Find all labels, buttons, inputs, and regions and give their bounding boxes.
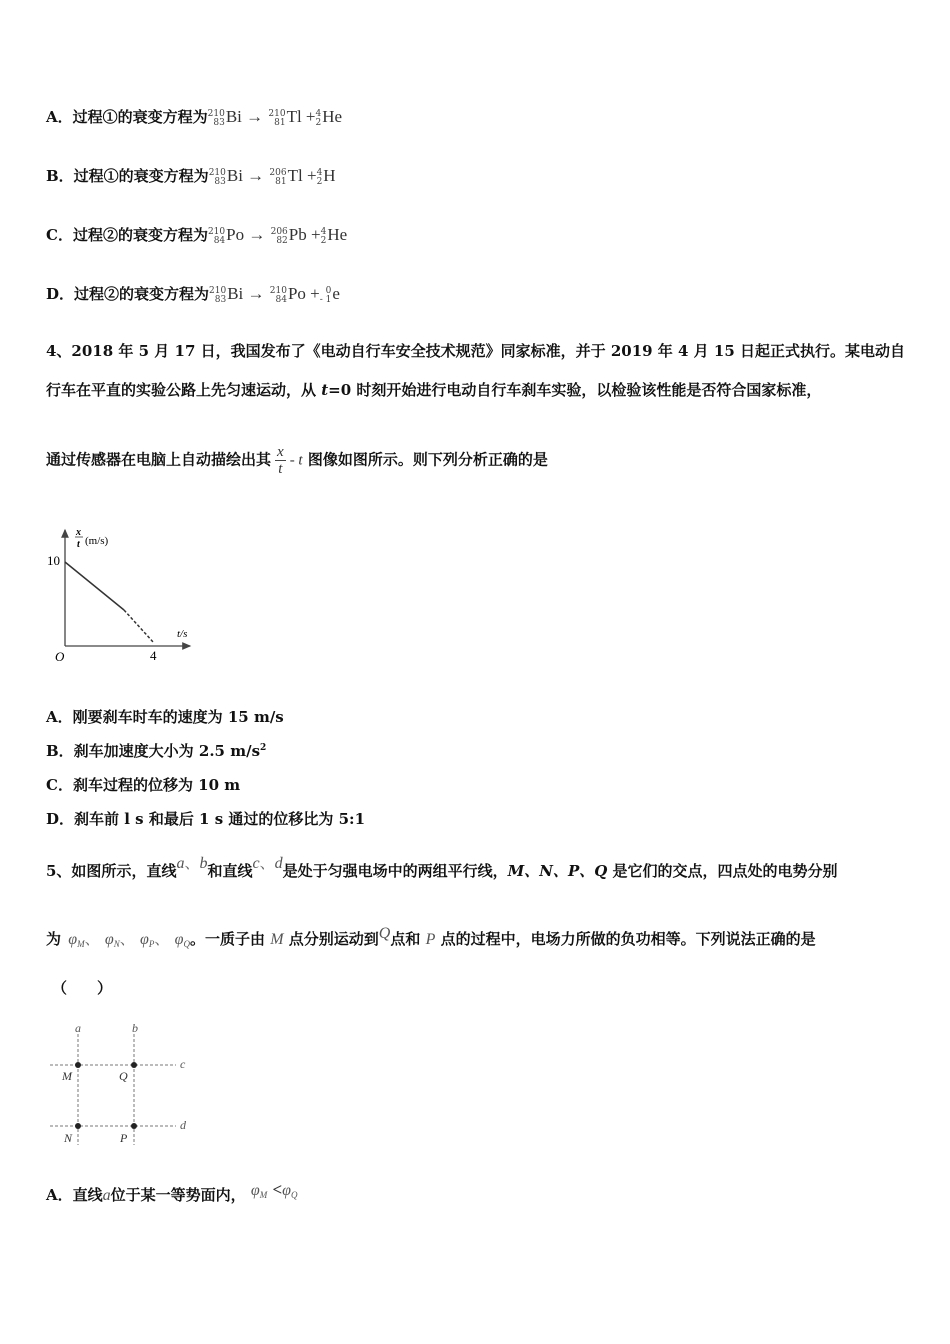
q5-answer-paren: （ ） xyxy=(52,979,113,997)
q4-option-b: B．刹车加速度大小为 2.5 $m/s^2$ xyxy=(46,742,267,760)
x-label: t/s xyxy=(177,628,188,640)
q3-option-b: B．过程①的衰变方程为 210 83 Bi → 206 81 Tl + 4 2 H xyxy=(46,166,336,187)
q4-option-d: D．刹车前 l s 和最后 1 s 通过的位移比为 5:1 xyxy=(46,810,366,828)
q3-option-a: A．过程①的衰变方程为 210 83 Bi → 210 81 Tl + 4 2 He xyxy=(46,107,343,128)
q5-stem-line2: 为 $\varphi_M$、 $\varphi_N$、 $\varphi_P$、 $\varphi_Q$。一质子由 M 点分别运动到Q点和 P 点的过程中，电场力所做的负功相等。下列说法正确的是 xyxy=(46,925,816,949)
q4-xt-graph xyxy=(44,520,204,665)
q3-option-c: C．过程②的衰变方程为 210 84 Po → 206 82 Pb + 4 2 He xyxy=(46,225,348,246)
x-tick-label: 4 xyxy=(150,648,157,663)
y-label-den: t xyxy=(77,539,80,550)
x-over-t-fraction: $\frac{x}{t}$ xyxy=(277,444,284,477)
label-c: c xyxy=(180,1057,186,1071)
point-p xyxy=(131,1123,137,1129)
q4-stem-line3: 通过传感器在电脑上自动描绘出其 $\frac{x}{t}$ - t 图像如图所示。则下列分析正确的是 xyxy=(46,444,548,477)
point-n xyxy=(75,1123,81,1129)
label-b: b xyxy=(132,1021,138,1035)
label-p: P xyxy=(120,1131,128,1145)
point-q xyxy=(131,1062,137,1068)
q5-grid-figure xyxy=(46,1020,196,1150)
q4-option-c: C．刹车过程的位移为 10 m xyxy=(46,776,241,794)
q4-option-a: A．刚要刹车时车的速度为 15 m/s xyxy=(46,708,284,726)
y-label-num: x xyxy=(76,527,81,538)
q5-option-a: A．直线a位于某一等势面内， $\varphi_M <\varphi_Q$ xyxy=(46,1180,298,1204)
label-a: a xyxy=(75,1021,81,1035)
xt-line-solid xyxy=(65,562,124,610)
label-q: Q xyxy=(119,1069,128,1083)
label-n: N xyxy=(64,1131,73,1145)
label-d: d xyxy=(180,1118,186,1132)
q4-stem-line1: 4、2018 年 5 月 17 日，我国发布了《电动自行车安全技术规范》同家标准，并于 2019 年 4 月 15 日起正式执行。某电动自 xyxy=(46,342,906,360)
q4-stem-line2: 行车在平直的实验公路上先匀速运动，从 t=0 时刻开始进行电动自行车刹车实验，以检验该性能是否符合国家标准， xyxy=(46,381,822,399)
q3-option-d: D．过程②的衰变方程为 210 83 Bi → 210 84 Po + 0 - 1 e xyxy=(46,284,340,305)
q5-stem-line1: 5、如图所示，直线a、b和直线c、d是处于匀强电场中的两组平行线，M、N、P、Q 是它们的交点，四点处的电势分别 xyxy=(46,854,838,880)
origin-label: O xyxy=(55,649,65,664)
label-m: M xyxy=(62,1069,72,1083)
point-m xyxy=(75,1062,81,1068)
xt-line-dashed xyxy=(124,610,154,643)
y-tick-label: 10 xyxy=(47,553,60,568)
y-label-unit: (m/s) xyxy=(85,535,109,547)
